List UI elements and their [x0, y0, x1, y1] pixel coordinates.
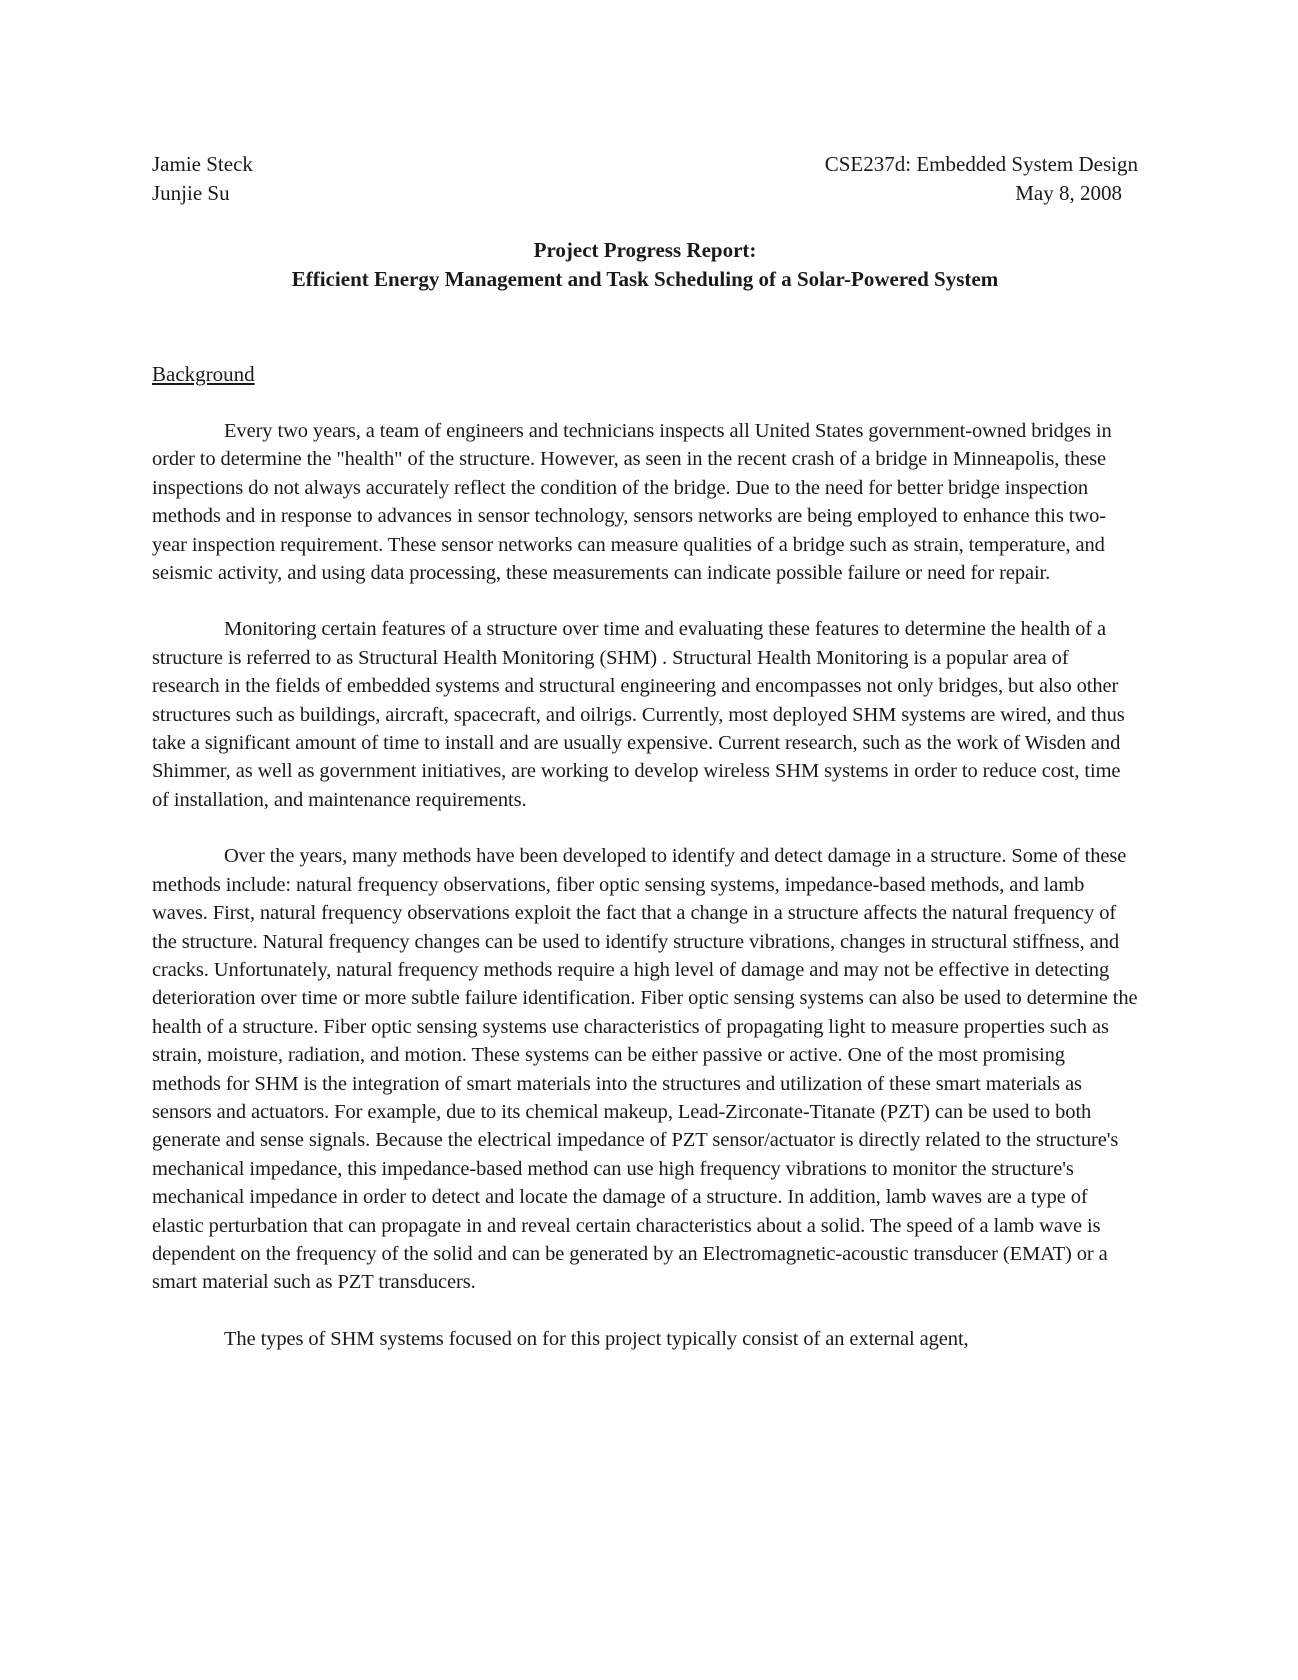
course-block: [825, 150, 1138, 208]
report-date: May 8, 2008: [1015, 181, 1122, 205]
body-paragraph: Monitoring certain features of a structure over time and evaluating these features to determine the health of a structure is referred to as Structural Health Monitoring (SHM) . Structural Health Monitoring is a popular area of research in the fields of embedded systems and structural engineering and encompasses not only bridges, but also other structures such as buildings, aircraft, spacecraft, and oilrigs. Currently, most deployed SHM systems are wired, and thus take a significant amount of time to install and are usually expensive. Current research, such as the work of Wisden and Shimmer, as well as government initiatives, are working to develop wireless SHM systems in order to reduce cost, time of installation, and maintenance requirements.: [152, 618, 1125, 811]
body-paragraph: The types of SHM systems focused on for this project typically consist of an external agent,: [224, 1327, 969, 1350]
document-header: [152, 150, 1138, 208]
body-paragraph: Over the years, many methods have been developed to identify and detect damage in a structure. Some of these methods include: natural frequency observations, fiber optic sensing systems, impedance-based methods, and lamb waves. First, natural frequency observations exploit the fact that a change in a structure affects the natural frequency of the structure. Natural frequency changes can be used to identify structure vibrations, changes in structural stiffness, and cracks. Unfortunately, natural frequency methods require a high level of damage and may not be effective in detecting deterioration over time or more subtle failure identification. Fiber optic sensing systems can also be used to determine the health of a structure. Fiber optic sensing systems use characteristics of propagating light to measure properties such as strain, moisture, radiation, and motion. These systems can be either passive or active. One of the most promising methods for SHM is the integration of smart materials into the structures and utilization of these smart materials as sensors and actuators. For example, due to its chemical makeup, Lead-Zirconate-Titanate (PZT) can be used to both generate and sense signals. Because the electrical impedance of PZT sensor/actuator is directly related to the structure's mechanical impedance, this impedance-based method can use high frequency vibrations to monitor the structure's mechanical impedance in order to detect and locate the damage of a structure. In addition, lamb waves are a type of elastic perturbation that can propagate in and reveal certain characteristics about a solid. The speed of a lamb wave is dependent on the frequency of the solid and can be generated by an Electromagnetic-acoustic transducer (EMAT) or a smart material such as PZT transducers.: [152, 845, 1138, 1294]
report-title: [152, 236, 1138, 294]
author-block: [152, 150, 253, 208]
course-name: CSE237d: Embedded System Design: [824, 152, 1138, 176]
document-page: [152, 150, 1138, 1353]
body-paragraph: Every two years, a team of engineers and technicians inspects all United States government-owned bridges in order to determine the "health" of the structure. However, as seen in the recent crash of a bridge in Minneapolis, these inspections do not always accurately reflect the condition of the bridge. Due to the need for better bridge inspection methods and in response to advances in sensor technology, sensors networks are being employed to enhance this two-year inspection requirement. These sensor networks can measure qualities of a bridge such as strain, temperature, and seismic activity, and using data processing, these measurements can indicate possible failure or need for repair.: [152, 420, 1112, 585]
author-name: Jamie Steck: [152, 152, 253, 176]
title-line: Efficient Energy Management and Task Scheduling of a Solar-Powered System: [291, 267, 999, 291]
section-heading: Background: [152, 362, 255, 386]
title-line: Project Progress Report:: [533, 238, 757, 262]
author-name: Junjie Su: [152, 181, 230, 205]
